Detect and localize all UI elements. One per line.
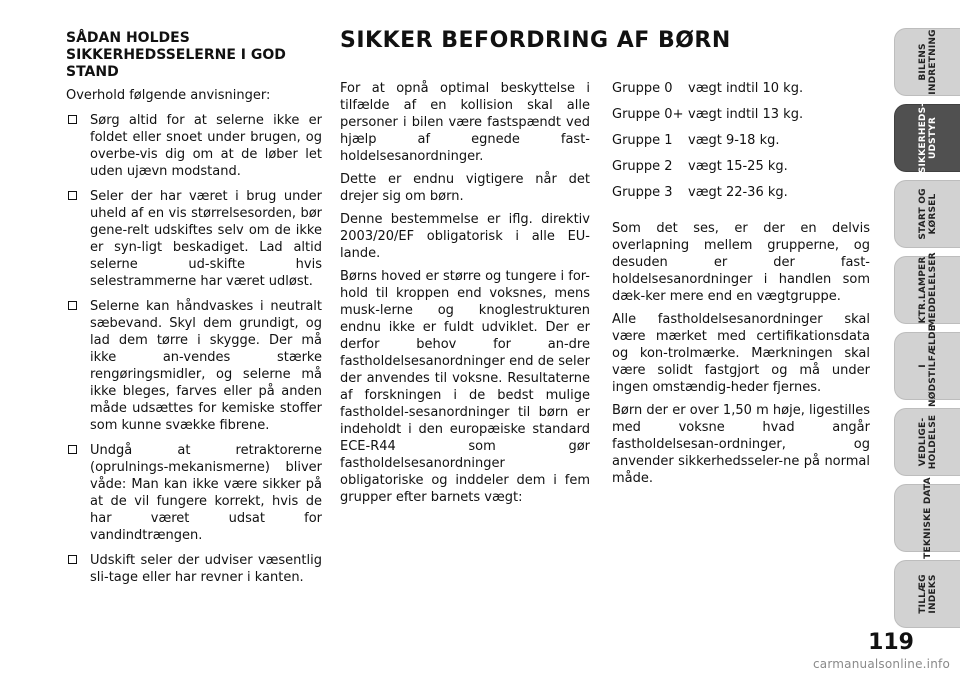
table-row bbox=[612, 158, 870, 184]
weight-groups-table bbox=[612, 80, 870, 210]
group-weight: vægt 22-36 kg. bbox=[688, 185, 788, 200]
tab-tillaeg-indeks[interactable]: TILLÆG INDEKS bbox=[894, 560, 960, 628]
checkbox-bullet-icon bbox=[68, 191, 77, 200]
tab-ktr-lamper[interactable]: KTR.LAMPER MEDDELELSER bbox=[894, 256, 960, 324]
group-weight: vægt 15-25 kg. bbox=[688, 159, 788, 174]
checkbox-bullet-icon bbox=[68, 301, 77, 310]
paragraph: Børn der er over 1,50 m høje, ligestilles med voksne hvad angår fastholdelsesan-ordninger, og anvender sikkerhedsseler-ne på normal måde. bbox=[612, 403, 870, 486]
list-item: Selerne kan håndvaskes i neutralt sæbevand. Skyl dem grundigt, og lad dem tørre i skygge. Der må ikke an-vendes stærke rengøringsmidler, og selerne må ikke bleges, farves eller på anden måde udsættes for kemiske stoffer som kunne svække fibrene. bbox=[66, 298, 322, 434]
list-item: Seler der har været i brug under uheld af en vis størrelsesorden, bør gene-relt udskiftes selv om de ikke er syn-ligt beskadiget. Lad altid selerne ud-skifte hvis selestrammerne har været udløst. bbox=[66, 188, 322, 290]
tab-tekniske-data[interactable]: TEKNISKE DATA bbox=[894, 484, 960, 552]
middle-column bbox=[340, 80, 590, 512]
section-heading: SÅDAN HOLDES SIKKERHEDSSELERNE I GOD STAND bbox=[66, 30, 286, 80]
paragraph: Alle fastholdelsesanordninger skal være mærket med certifikationsdata og kon-trolmærke. Mærkningen skal være solidt fastgjort og må under ingen omstændig-heder fjernes. bbox=[612, 312, 870, 395]
group-name: Gruppe 2 bbox=[612, 159, 673, 174]
tab-bilens-indretning[interactable]: BILENS INDRETNING bbox=[894, 28, 960, 96]
paragraph: Dette er endnu vigtigere når det drejer sig om børn. bbox=[340, 172, 590, 204]
tab-start-og-korsel[interactable]: START OG KØRSEL bbox=[894, 180, 960, 248]
table-row bbox=[612, 184, 870, 210]
table-row bbox=[612, 106, 870, 132]
group-name: Gruppe 1 bbox=[612, 133, 673, 148]
tab-sikkerhedsudstyr[interactable]: SIKKERHEDS- UDSTYR bbox=[894, 104, 960, 172]
group-name: Gruppe 0+ bbox=[612, 107, 684, 122]
checkbox-bullet-icon bbox=[68, 555, 77, 564]
table-row bbox=[612, 80, 870, 106]
right-column bbox=[612, 80, 870, 493]
paragraph: Denne bestemmelse er iflg. direktiv 2003/20/EF obligatorisk i alle EU-lande. bbox=[340, 212, 590, 261]
paragraph: For at opnå optimal beskyttelse i tilfælde af en kollision skal alle personer i bilen være fastspændt ved hjælp af egnede fast-holdelsesanordninger. bbox=[340, 81, 590, 164]
watermark: carmanualsonline.info bbox=[813, 657, 950, 671]
page-number: 119 bbox=[868, 630, 914, 655]
care-instructions-list bbox=[66, 112, 322, 586]
group-weight: vægt indtil 10 kg. bbox=[688, 81, 804, 96]
group-weight: vægt 9-18 kg. bbox=[688, 133, 780, 148]
list-item: Undgå at retraktorerne (oprulnings-mekanismerne) bliver våde: Man kan ikke være sikker på at de vil fungere korrekt, hvis de har været udsat for vandindtrængen. bbox=[66, 442, 322, 544]
intro-text: Overhold følgende anvisninger: bbox=[66, 88, 271, 103]
paragraph: Som det ses, er der en delvis overlapning mellem grupperne, og desuden er der fast-holdelsesanordninger i handlen som dæk-ker mere end en vægtgruppe. bbox=[612, 221, 870, 304]
list-item: Sørg altid for at selerne ikke er foldet eller snoet under brugen, og overbe-vis dig om at de løber let uden ujævn modstand. bbox=[66, 112, 322, 180]
group-weight: vægt indtil 13 kg. bbox=[688, 107, 804, 122]
page-title: SIKKER BEFORDRING AF BØRN bbox=[340, 28, 731, 53]
left-column bbox=[66, 30, 322, 594]
list-item: Udskift seler der udviser væsentlig sli-tage eller har revner i kanten. bbox=[66, 552, 322, 586]
group-name: Gruppe 3 bbox=[612, 185, 673, 200]
tab-nodstilfaelde[interactable]: I NØDSTILFÆLDE bbox=[894, 332, 960, 400]
checkbox-bullet-icon bbox=[68, 445, 77, 454]
checkbox-bullet-icon bbox=[68, 115, 77, 124]
group-name: Gruppe 0 bbox=[612, 81, 673, 96]
paragraph: Børns hoved er større og tungere i for-hold til kroppen end voksnes, mens musk-lerne og knoglestrukturen endnu ikke er fuldt udviklet. Der er derfor behov for an-dre fastholdelsesanordninger end de seler der anvendes til voksne. Resultaterne af forskningen i de bedst mulige fastholdel-sesanordninger til børn er indeholdt i den europæiske standard ECE-R44 som gør fastholdelsesanordninger obligatoriske og inddeler dem i fem grupper efter barnets vægt: bbox=[340, 269, 590, 505]
table-row bbox=[612, 132, 870, 158]
tab-vedligeholdelse[interactable]: VEDLIGE- HOLDELSE bbox=[894, 408, 960, 476]
